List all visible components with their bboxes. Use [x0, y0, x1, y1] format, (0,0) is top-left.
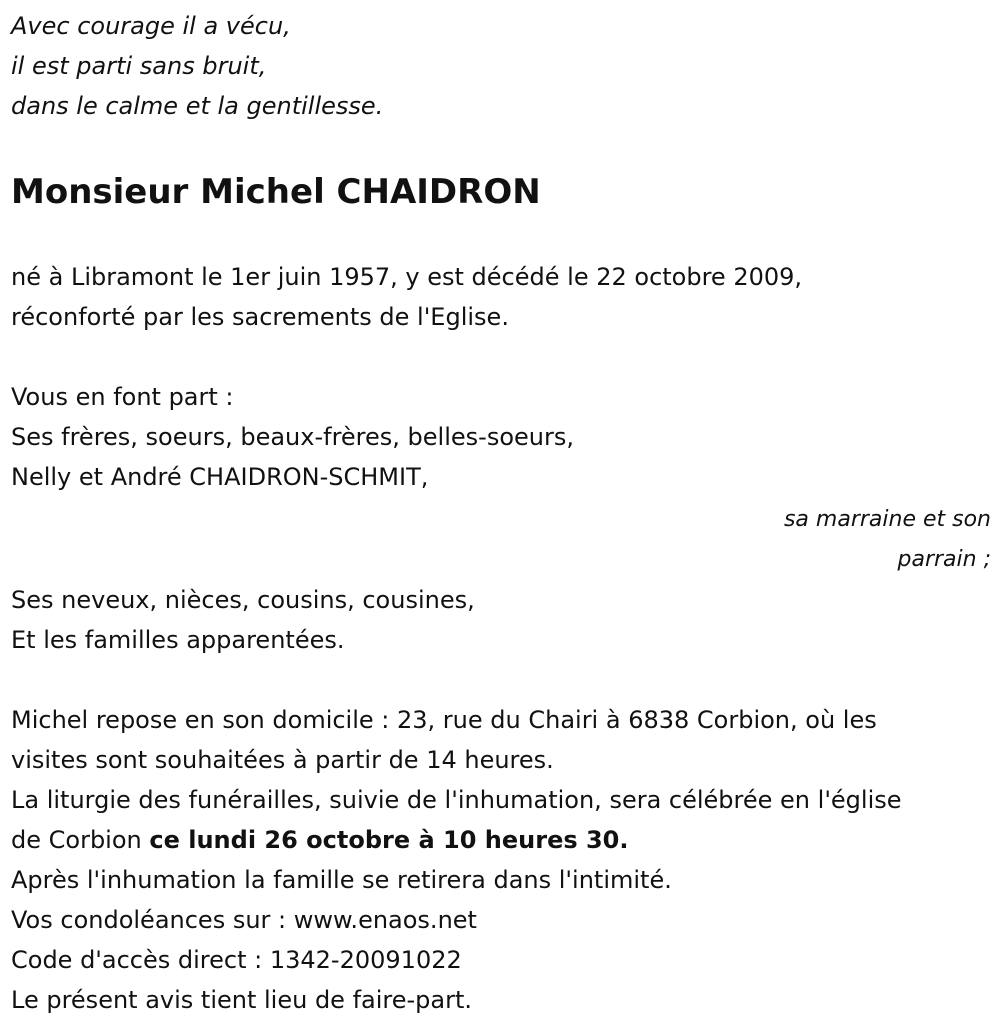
condolences-line: Vos condoléances sur : www.enaos.net	[11, 906, 477, 934]
liturgy-date-time: ce lundi 26 octobre à 10 heures 30.	[149, 826, 629, 854]
family-siblings: Ses frères, soeurs, beaux-frères, belles-soeurs,	[11, 423, 574, 451]
family-intro: Vous en font part :	[11, 383, 234, 411]
repose-line-1: Michel repose en son domicile : 23, rue du Chairi à 6838 Corbion, où les	[11, 706, 877, 734]
poem-line-1: Avec courage il a vécu,	[11, 12, 291, 40]
poem-line-3: dans le calme et la gentillesse.	[11, 92, 384, 120]
deceased-name: Monsieur Michel CHAIDRON	[11, 172, 541, 212]
poem-line-2: il est parti sans bruit,	[11, 52, 267, 80]
family-godparents: Nelly et André CHAIDRON-SCHMIT,	[11, 463, 429, 491]
repose-line-2: visites sont souhaitées à partir de 14 heures.	[11, 746, 554, 774]
family-nephews: Ses neveux, nièces, cousins, cousines,	[11, 586, 475, 614]
birth-line-1: né à Libramont le 1er juin 1957, y est décédé le 22 octobre 2009,	[11, 263, 803, 291]
access-code-line: Code d'accès direct : 1342-20091022	[11, 946, 462, 974]
godparents-role-line-2: parrain ;	[897, 547, 991, 572]
poem	[11, 6, 991, 126]
obituary-notice	[11, 0, 991, 1020]
godparents-role-line-1: sa marraine et son	[783, 507, 991, 532]
notice-line: Le présent avis tient lieu de faire-part.	[11, 986, 473, 1014]
liturgy-location: de Corbion	[11, 826, 150, 854]
liturgy-line-1: La liturgie des funérailles, suivie de l'inhumation, sera célébrée en l'église	[11, 786, 902, 814]
liturgy-line-2	[11, 820, 991, 860]
after-burial-line: Après l'inhumation la famille se retirera dans l'intimité.	[11, 866, 672, 894]
birth-line-2: réconforté par les sacrements de l'Eglise.	[11, 303, 509, 331]
family-relatives: Et les familles apparentées.	[11, 626, 345, 654]
